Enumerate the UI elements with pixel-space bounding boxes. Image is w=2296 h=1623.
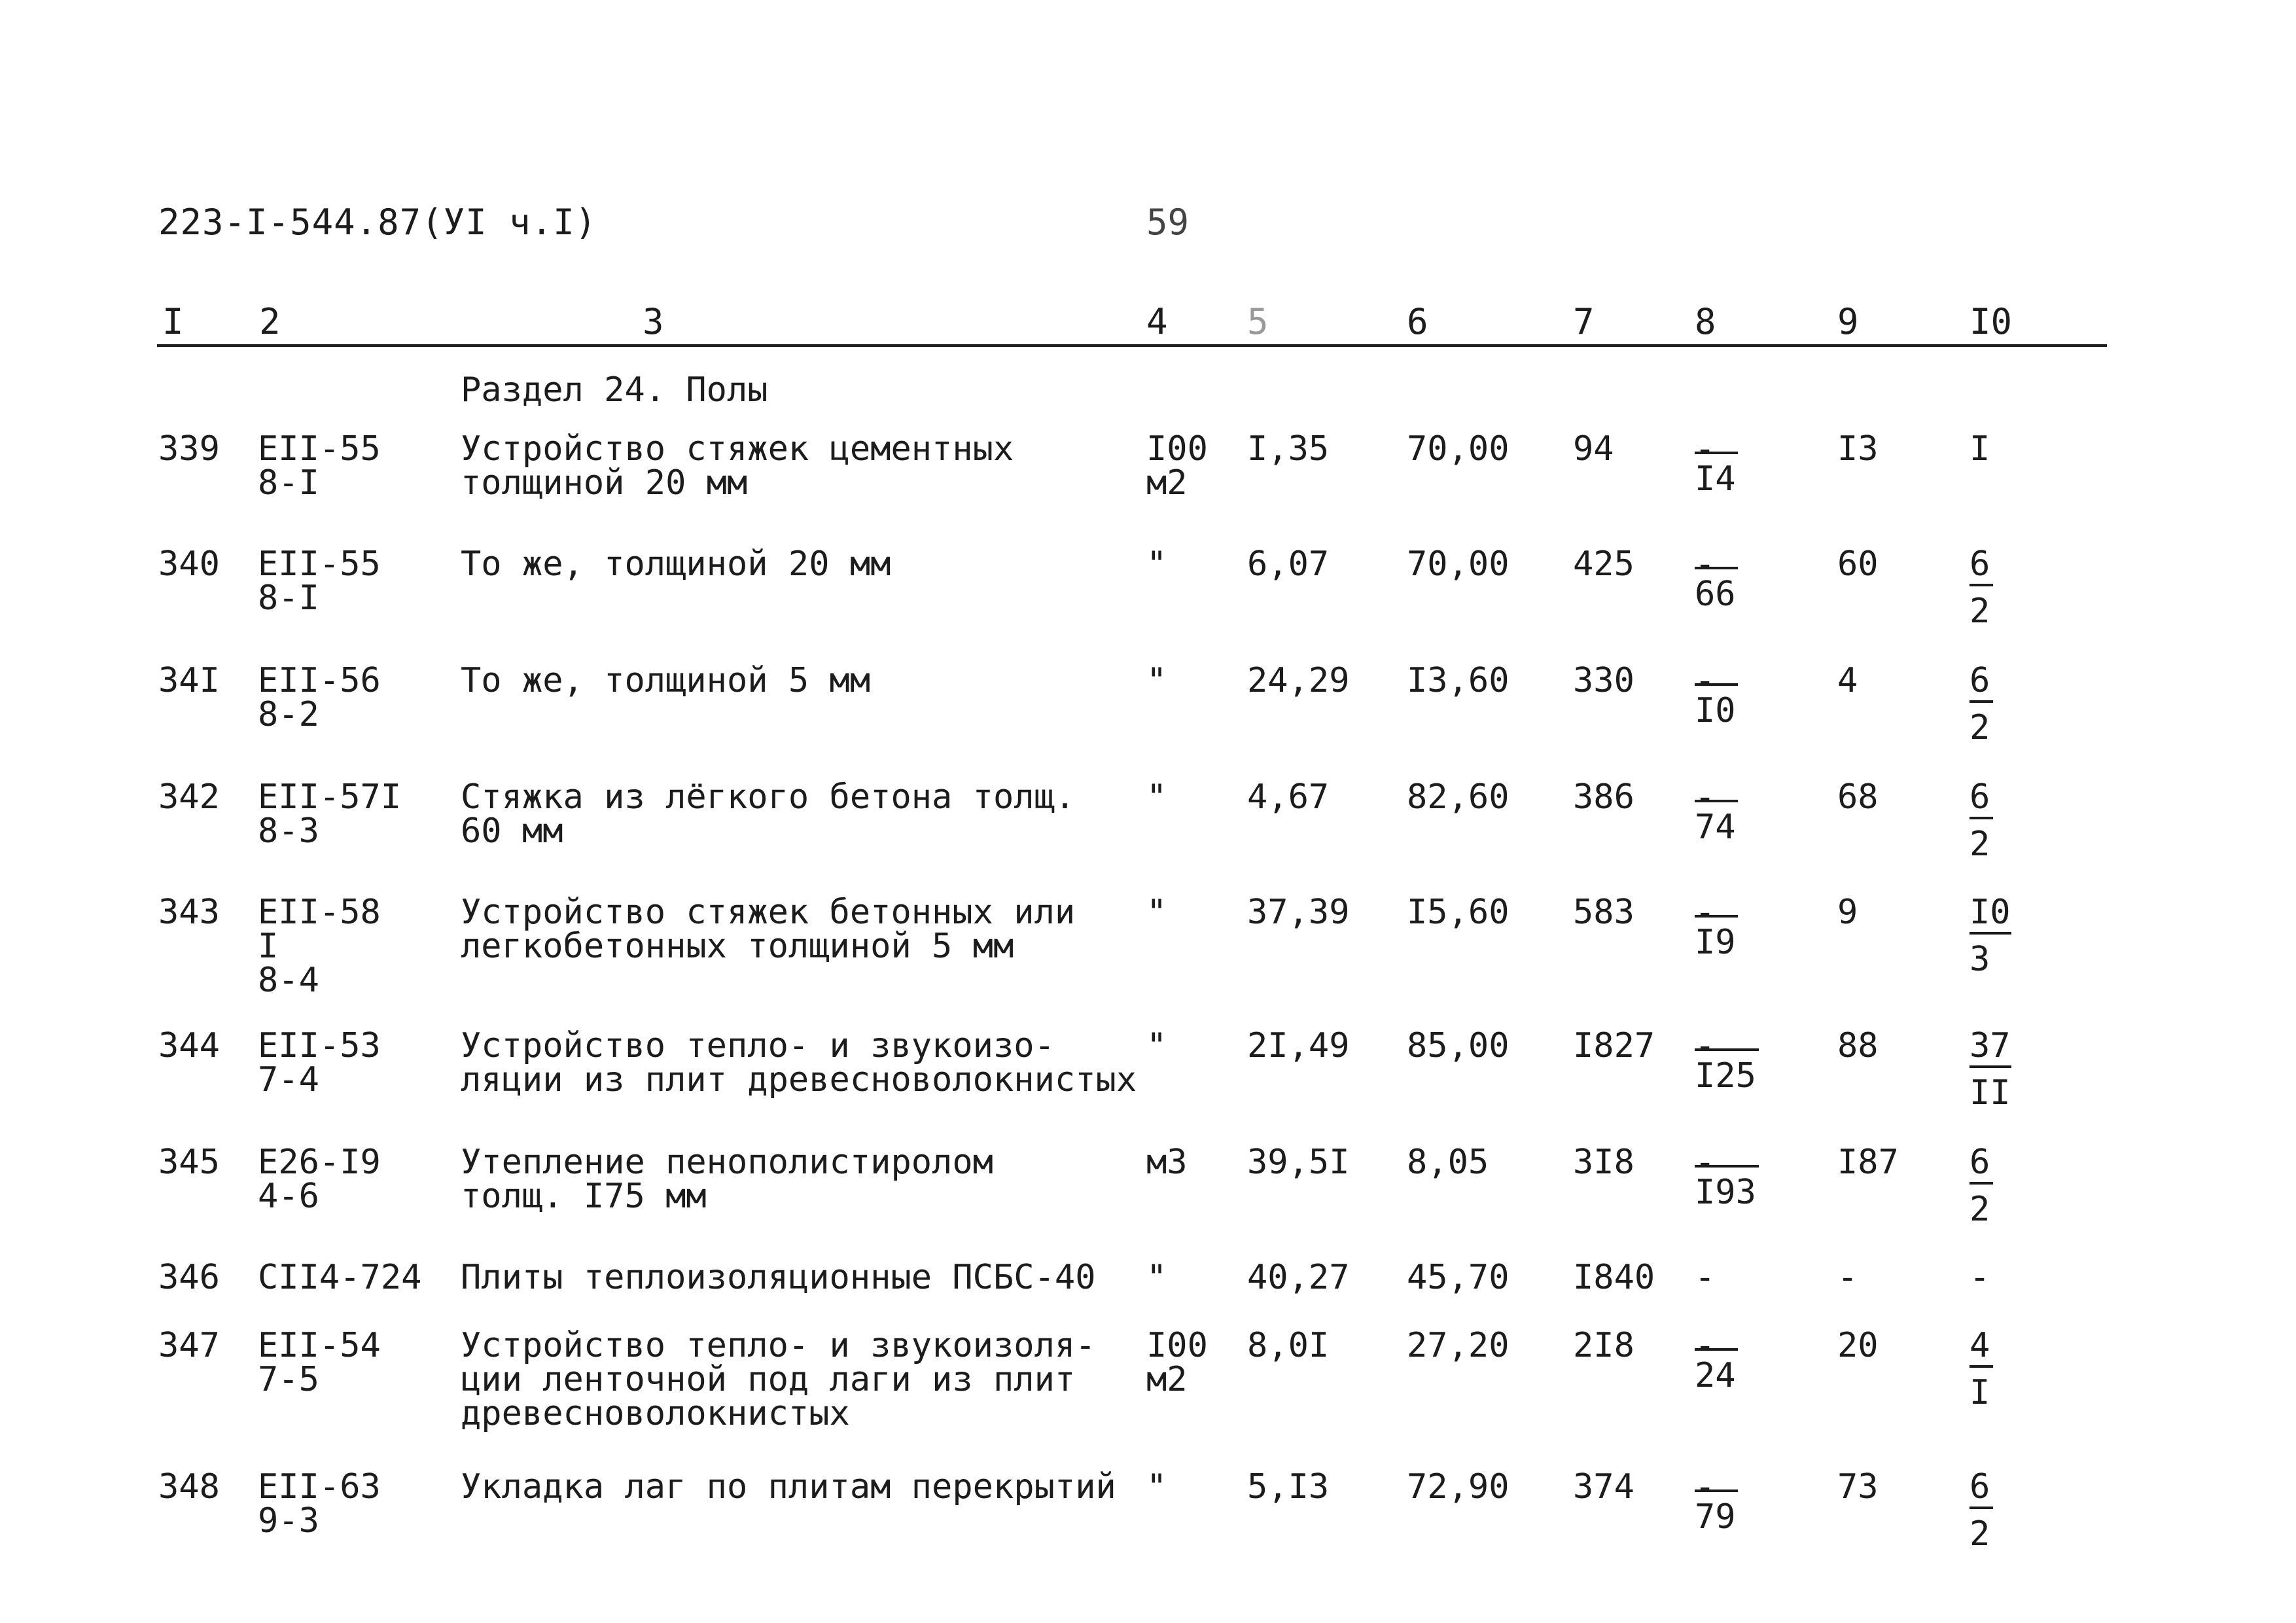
- column-8-numerator: -: [1695, 1026, 1716, 1065]
- column-10-numerator: 6: [1969, 661, 1990, 700]
- row-unit-price: I5,60: [1407, 893, 1510, 932]
- column-8-numerator: -: [1695, 777, 1716, 817]
- row-column-9: 73: [1837, 1467, 1879, 1507]
- column-10-denominator: 2: [1969, 708, 1990, 747]
- row-quantity: 37,39: [1247, 893, 1350, 932]
- row-unit-price: 45,70: [1407, 1258, 1510, 1297]
- row-column-9: 9: [1837, 893, 1858, 932]
- column-10-numerator: 6: [1969, 544, 1990, 584]
- row-column-8: [1695, 777, 1773, 847]
- column-8-numerator: -: [1695, 893, 1716, 932]
- row-quantity: 8,0I: [1247, 1326, 1330, 1365]
- row-unit: ": [1146, 893, 1167, 932]
- row-description: Стяжка из лёгкого бетона толщ. 60 мм: [461, 777, 1076, 851]
- row-description: Устройство стяжек бетонных или легкобетонных толщиной 5 мм: [461, 893, 1076, 966]
- row-total: 94: [1573, 429, 1614, 469]
- column-8-denominator: 74: [1695, 808, 1736, 847]
- row-number: 339: [158, 429, 220, 469]
- fraction-bar: [1969, 1365, 1993, 1368]
- column-header-8: 8: [1695, 301, 1716, 342]
- column-8-denominator: 66: [1695, 575, 1736, 614]
- row-column-10: [1969, 1326, 2028, 1412]
- column-header-1: I: [162, 301, 184, 342]
- table-row: [0, 1467, 2296, 1588]
- row-column-8: [1695, 544, 1773, 614]
- row-column-10: [1969, 1467, 2028, 1554]
- row-code: EII-63 9-3: [258, 1467, 381, 1541]
- column-8-denominator: I25: [1695, 1056, 1756, 1096]
- row-unit-price: 72,90: [1407, 1467, 1510, 1507]
- row-total: 583: [1573, 893, 1634, 932]
- row-column-9: 60: [1837, 544, 1879, 584]
- row-quantity: 39,5I: [1247, 1143, 1350, 1182]
- row-code: EII-55 8-I: [258, 544, 381, 618]
- row-unit-price: 85,00: [1407, 1026, 1510, 1065]
- row-number: 343: [158, 893, 220, 932]
- row-description: Устройство стяжек цементных толщиной 20 мм: [461, 429, 1014, 503]
- row-description: Укладка лаг по плитам перекрытий: [461, 1467, 1116, 1507]
- column-10-numerator: I0: [1969, 893, 2011, 932]
- row-number: 348: [158, 1467, 220, 1507]
- row-code: EII-54 7-5: [258, 1326, 381, 1399]
- row-description: То же, толщиной 20 мм: [461, 544, 891, 584]
- column-8-numerator: -: [1695, 661, 1716, 700]
- column-header-3: 3: [643, 301, 664, 342]
- column-header-6: 6: [1407, 301, 1428, 342]
- column-header-5: 5: [1247, 301, 1269, 342]
- column-header-7: 7: [1573, 301, 1595, 342]
- row-code: E26-I9 4-6: [258, 1143, 381, 1216]
- row-number: 342: [158, 777, 220, 817]
- row-code: CII4-724: [258, 1258, 422, 1297]
- row-quantity: 2I,49: [1247, 1026, 1350, 1065]
- row-unit-price: I3,60: [1407, 661, 1510, 700]
- column-10-numerator: 6: [1969, 777, 1990, 817]
- fraction-bar: [1969, 584, 1993, 586]
- row-unit: ": [1146, 661, 1167, 700]
- table-row: [0, 661, 2296, 781]
- column-10-denominator: 2: [1969, 825, 1990, 864]
- row-unit-price: 82,60: [1407, 777, 1510, 817]
- row-total: 330: [1573, 661, 1634, 700]
- row-total: 425: [1573, 544, 1634, 584]
- row-unit: ": [1146, 1467, 1167, 1507]
- fraction-bar: [1969, 1182, 1993, 1185]
- column-8-numerator: -: [1695, 544, 1716, 584]
- row-column-8: [1695, 429, 1773, 499]
- row-column-9: I3: [1837, 429, 1879, 469]
- section-title: Раздел 24. Полы: [461, 370, 768, 410]
- row-column-10: [1969, 893, 2028, 979]
- row-description: Утепление пенополистиролом толщ. I75 мм: [461, 1143, 993, 1216]
- row-unit: I00 м2: [1146, 1326, 1208, 1399]
- row-unit-price: 70,00: [1407, 429, 1510, 469]
- row-total: I840: [1573, 1258, 1655, 1297]
- document-code: 223-I-544.87(УI ч.I): [158, 202, 597, 243]
- page-number: 59: [1146, 202, 1190, 243]
- column-10-denominator: 2: [1969, 1514, 1990, 1554]
- row-unit: м3: [1146, 1143, 1188, 1182]
- column-header-9: 9: [1837, 301, 1859, 342]
- row-total: 3I8: [1573, 1143, 1634, 1182]
- row-column-10: [1969, 1143, 2028, 1229]
- column-8-denominator: I93: [1695, 1173, 1756, 1212]
- row-total: 386: [1573, 777, 1634, 817]
- row-description: Устройство тепло- и звукоизо- ляции из плит древесноволокнистых: [461, 1026, 1137, 1099]
- row-number: 346: [158, 1258, 220, 1297]
- row-column-10: [1969, 1026, 2028, 1113]
- row-number: 340: [158, 544, 220, 584]
- row-unit: I00 м2: [1146, 429, 1208, 503]
- fraction-bar: [1969, 817, 1993, 819]
- column-8-numerator: -: [1695, 1143, 1716, 1182]
- row-column-10: [1969, 777, 2028, 864]
- row-total: I827: [1573, 1026, 1655, 1065]
- column-10-numerator: I: [1969, 429, 1990, 469]
- row-unit: ": [1146, 777, 1167, 817]
- column-10-numerator: -: [1969, 1258, 1990, 1297]
- column-header-2: 2: [259, 301, 281, 342]
- column-8-denominator: I4: [1695, 459, 1736, 499]
- table-row: [0, 1026, 2296, 1147]
- row-unit-price: 70,00: [1407, 544, 1510, 584]
- column-header-4: 4: [1146, 301, 1168, 342]
- header-rule: [157, 344, 2107, 347]
- row-number: 344: [158, 1026, 220, 1065]
- row-column-10: [1969, 544, 2028, 631]
- column-10-numerator: 6: [1969, 1143, 1990, 1182]
- row-code: EII-58 I 8-4: [258, 893, 381, 1000]
- table-row: [0, 777, 2296, 898]
- row-description: Плиты теплоизоляционные ПСБС-40: [461, 1258, 1096, 1297]
- column-8-numerator: -: [1695, 1258, 1716, 1297]
- table-row: [0, 544, 2296, 665]
- column-10-numerator: 37: [1969, 1026, 2011, 1065]
- row-description: То же, толщиной 5 мм: [461, 661, 871, 700]
- row-quantity: 6,07: [1247, 544, 1330, 584]
- row-column-10: [1969, 661, 2028, 747]
- column-10-numerator: 4: [1969, 1326, 1990, 1365]
- row-column-9: 68: [1837, 777, 1879, 817]
- row-total: 2I8: [1573, 1326, 1634, 1365]
- column-8-numerator: -: [1695, 1326, 1716, 1365]
- row-column-9: 20: [1837, 1326, 1879, 1365]
- row-unit-price: 8,05: [1407, 1143, 1489, 1182]
- row-column-9: 4: [1837, 661, 1858, 700]
- row-column-8: [1695, 1258, 1773, 1297]
- row-column-8: [1695, 1143, 1773, 1212]
- row-code: EII-57I 8-3: [258, 777, 402, 851]
- table-row: [0, 429, 2296, 550]
- table-row: [0, 1326, 2296, 1446]
- column-10-denominator: 2: [1969, 1190, 1990, 1229]
- column-8-denominator: I0: [1695, 691, 1736, 730]
- column-10-denominator: 2: [1969, 592, 1990, 631]
- row-number: 34I: [158, 661, 220, 700]
- row-column-9: 88: [1837, 1026, 1879, 1065]
- column-8-denominator: 24: [1695, 1356, 1736, 1395]
- row-description: Устройство тепло- и звукоизоля- ции ленточной под лаги из плит древесноволокнистых: [461, 1326, 1096, 1433]
- fraction-bar: [1969, 932, 2011, 935]
- column-10-denominator: II: [1969, 1073, 2011, 1113]
- row-total: 374: [1573, 1467, 1634, 1507]
- row-column-10: [1969, 1258, 2028, 1297]
- row-quantity: 4,67: [1247, 777, 1330, 817]
- row-column-8: [1695, 1467, 1773, 1537]
- column-8-denominator: I9: [1695, 923, 1736, 962]
- column-10-denominator: I: [1969, 1373, 1990, 1412]
- row-quantity: I,35: [1247, 429, 1330, 469]
- row-quantity: 5,I3: [1247, 1467, 1330, 1507]
- column-header-10: I0: [1969, 301, 2013, 342]
- fraction-bar: [1969, 700, 1993, 703]
- row-code: EII-55 8-I: [258, 429, 381, 503]
- row-unit-price: 27,20: [1407, 1326, 1510, 1365]
- row-column-8: [1695, 893, 1773, 962]
- table-row: [0, 895, 2296, 1013]
- fraction-bar: [1969, 1065, 2011, 1068]
- row-column-9: -: [1837, 1258, 1858, 1297]
- row-code: EII-56 8-2: [258, 661, 381, 734]
- row-column-9: I87: [1837, 1143, 1899, 1182]
- row-quantity: 24,29: [1247, 661, 1350, 700]
- row-unit: ": [1146, 544, 1167, 584]
- row-code: EII-53 7-4: [258, 1026, 381, 1099]
- column-10-denominator: 3: [1969, 940, 1990, 979]
- fraction-bar: [1969, 1507, 1993, 1509]
- row-unit: ": [1146, 1026, 1167, 1065]
- row-number: 345: [158, 1143, 220, 1182]
- column-10-numerator: 6: [1969, 1467, 1990, 1507]
- row-column-8: [1695, 1026, 1773, 1096]
- row-column-10: [1969, 429, 2028, 469]
- row-number: 347: [158, 1326, 220, 1365]
- column-8-numerator: -: [1695, 429, 1716, 469]
- row-quantity: 40,27: [1247, 1258, 1350, 1297]
- column-8-denominator: 79: [1695, 1497, 1736, 1537]
- row-column-8: [1695, 1326, 1773, 1395]
- row-unit: ": [1146, 1258, 1167, 1297]
- column-8-numerator: -: [1695, 1467, 1716, 1507]
- row-column-8: [1695, 661, 1773, 730]
- table-row: [0, 1145, 2296, 1263]
